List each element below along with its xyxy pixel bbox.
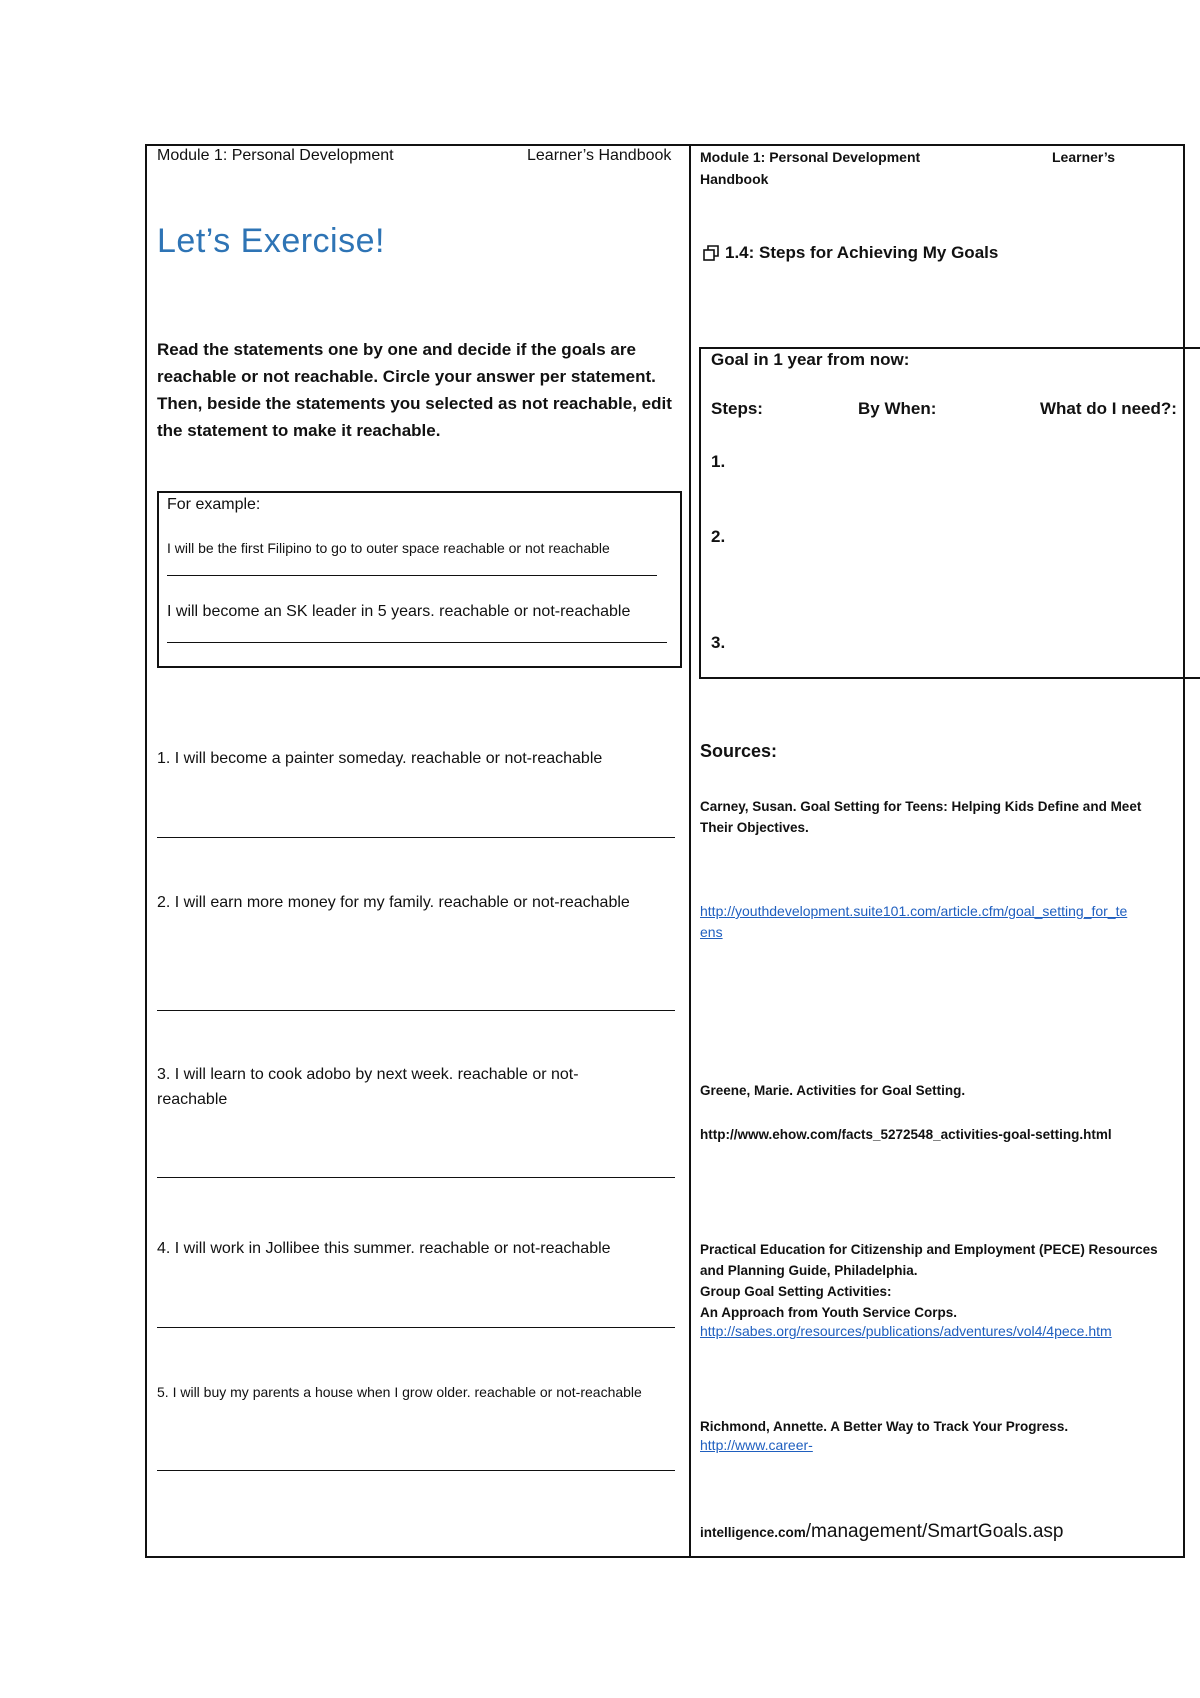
page-title: Let’s Exercise! [157,222,385,260]
source-1-link[interactable]: http://youthdevelopment.suite101.com/article.cfm/goal_setting_for_te [700,903,1128,919]
source-3-line-c: Group Goal Setting Activities: [700,1284,892,1299]
example-line-2: I will become an SK leader in 5 years. reachable or not-reachable [167,603,631,620]
answer-line-3[interactable] [157,1177,675,1178]
source-1-line-a: Carney, Susan. Goal Setting for Teens: Helping Kids Define and Meet [700,799,1142,814]
source-2-line-a: Greene, Marie. Activities for Goal Setting. [700,1083,966,1098]
source-1-line-b: Their Objectives. [700,820,809,835]
statement-2: 2. I will earn more money for my family. reachable or not-reachable [157,894,630,911]
right-header-handbook-cont: Handbook [700,171,769,187]
answer-line-2[interactable] [157,1010,675,1011]
answer-line-1[interactable] [157,837,675,838]
goal-box [699,347,1200,679]
source-4-link[interactable]: http://www.career- [700,1437,813,1453]
statement-4: 4. I will work in Jollibee this summer. reachable or not-reachable [157,1240,611,1257]
statement-3-cont: reachable [157,1091,228,1108]
source-3-line-b: and Planning Guide, Philadelphia. [700,1263,918,1278]
statement-1: 1. I will become a painter someday. reachable or not-reachable [157,750,603,767]
source-3-line-a: Practical Education for Citizenship and Employment (PECE) Resources [700,1242,1158,1257]
source-4-path: /management/SmartGoals.asp [805,1521,1064,1542]
goal-col-need: What do I need?: [1040,399,1177,418]
statement-5: 5. I will buy my parents a house when I grow older. reachable or not-reachable [157,1384,642,1400]
left-header-handbook: Learner’s Handbook [527,147,672,164]
right-header-handbook: Learner’s [1052,149,1116,165]
goal-step-3: 3. [711,633,726,652]
source-4-line-c [700,1521,1063,1543]
right-header-module: Module 1: Personal Development [700,149,921,165]
column-divider [689,144,691,1558]
goal-step-2: 2. [711,527,726,546]
section-title: 1.4: Steps for Achieving My Goals [725,243,999,262]
goal-col-steps: Steps: [711,399,763,418]
source-2-url: http://www.ehow.com/facts_5272548_activities-goal-setting.html [700,1127,1112,1142]
source-3-line-d: An Approach from Youth Service Corps. [700,1305,958,1320]
windows-icon [703,245,719,261]
source-4-line-a: Richmond, Annette. A Better Way to Track Your Progress. [700,1419,1069,1434]
goal-step-1: 1. [711,452,726,471]
goal-col-when: By When: [858,399,937,418]
example-line-1: I will be the first Filipino to go to outer space reachable or not reachable [167,540,610,556]
answer-line-4[interactable] [157,1327,675,1328]
sources-title: Sources: [700,741,778,761]
instructions: Read the statements one by one and decide if the goals are reachable or not reachable. Circle your answer per statement. Then, beside the statements you selected as not reachable, edit the statement to make it reachable. [157,340,672,440]
example-label: For example: [167,496,261,513]
example-answer-line-1 [167,575,657,576]
source-1-link-cont[interactable]: ens [700,924,723,940]
source-3-link[interactable]: http://sabes.org/resources/publications/adventures/vol4/4pece.htm [700,1323,1112,1339]
example-answer-line-2 [167,642,667,643]
source-4-domain: intelligence.com [700,1525,806,1540]
statement-3: 3. I will learn to cook adobo by next week. reachable or not- [157,1066,579,1083]
left-header-module: Module 1: Personal Development [157,147,394,164]
goal-title: Goal in 1 year from now: [711,350,910,369]
answer-line-5[interactable] [157,1470,675,1471]
